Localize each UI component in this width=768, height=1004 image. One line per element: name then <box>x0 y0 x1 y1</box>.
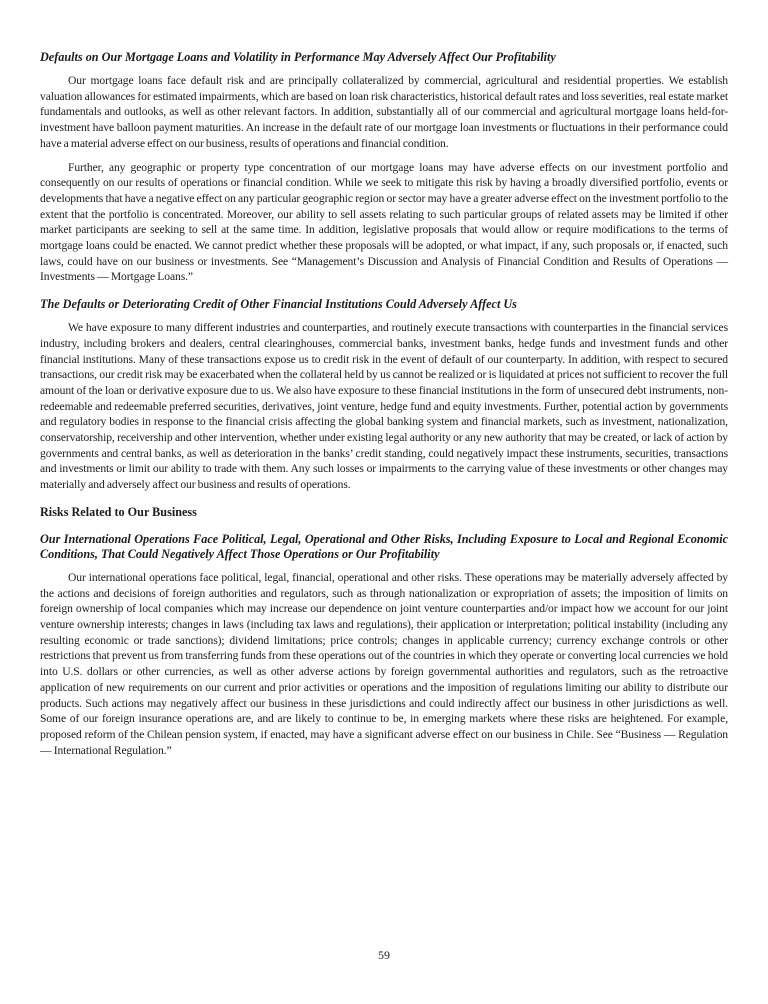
document-page-content <box>40 50 728 766</box>
paragraph-international: Our international operations face political, legal, financial, operational and other risks. These operations may be materially adversely affected by the actions and decisions of foreign authorities and regulators, such as through nationalization or expropriation of assets; the imposition of limits on foreign ownership of local companies which may increase our dependence on joint venture counterparties and/or impact how we account for our joint venture ownership interests; changes in laws (including tax laws and regulations), their application or interpretation; political instability (including any resulting economic or trade sanctions); dividend limitations; price controls; changes in applicable currency; currency exchange controls or other restrictions that prevent us from transferring funds from these operations out of the countries in which they operate or converting local currencies we hold into U.S. dollars or other currencies, as well as other adverse actions by foreign governmental authorities and regulators, such as the retroactive application of new requirements on our current and prior activities or operations and the imposition of regulations limiting our ability to distribute our products. Such actions may negatively affect our business in these jurisdictions and could indirectly affect our business in other jurisdictions as well. Some of our foreign insurance operations are, and are likely to continue to be, in emerging markets where these risks are heightened. For example, proposed reform of the Chilean pension system, if enacted, may have a significant adverse effect on our business in Chile. See “Business — Regulation — International Regulation.” <box>40 570 728 757</box>
heading-mortgage-defaults: Defaults on Our Mortgage Loans and Volatility in Performance May Adversely Affect Our Profitability <box>40 50 556 64</box>
page-number: 59 <box>378 948 390 962</box>
paragraph-mortgage-1: Our mortgage loans face default risk and are principally collateralized by commercial, agricultural and residential properties. We establish valuation allowances for estimated impairments, which are based on loan risk characteristics, historical default rates and loss severities, real estate market fundamentals and outlooks, as well as other relevant factors. In addition, substantially all of our commercial and agricultural mortgage loans held-for-investment have balloon payment maturities. An increase in the default rate of our mortgage loan investments or fluctuations in their performance could have a material adverse effect on our business, results of operations and financial condition. <box>40 74 728 150</box>
paragraph-credit: We have exposure to many different industries and counterparties, and routinely execute transactions with counterparties in the financial services industry, including brokers and dealers, central clearinghouses, commercial banks, investment banks, hedge funds and investment funds and other financial institutions. Many of these transactions expose us to credit risk in the event of default of our counterparty. In addition, with respect to secured transactions, our credit risk may be exacerbated when the collateral held by us cannot be realized or is liquidated at prices not sufficient to recover the full amount of the loan or derivative exposure due to us. We also have exposure to these financial institutions in the form of unsecured debt instruments, non-redeemable and redeemable preferred securities, derivatives, joint venture, hedge fund and equity investments. Further, potential action by governments and regulatory bodies in response to the financial crisis affecting the global banking system and financial markets, such as investment, nationalization, conservatorship, receivership and other intervention, whether under existing legal authority or any new authority that may be created, or lack of action by governments and central banks, as well as deterioration in the banks’ credit standing, could negatively impact these instruments, securities, transactions and investments or limit our ability to trade with them. Any such losses or impairments to the carrying value of these investments or other changes may materially and adversely affect our business and results of operations. <box>40 321 728 492</box>
heading-international-operations: Our International Operations Face Political, Legal, Operational and Other Risks, Including Exposure to Local and Regional Economic Conditions, That Could Negatively Affect Those Operations or Our Profitability <box>40 531 728 561</box>
heading-risks-related-business: Risks Related to Our Business <box>40 504 197 519</box>
paragraph-mortgage-2: Further, any geographic or property type concentration of our mortgage loans may have adverse effects on our investment portfolio and consequently on our results of operations or financial condition. While we seek to mitigate this risk by having a broadly diversified portfolio, events or developments that have a negative effect on any particular geographic region or sector may have a greater adverse effect on the investment portfolio to the extent that the portfolio is concentrated. Moreover, our ability to sell assets relating to such particular groups of related assets may be limited if other market participants are seeking to sell at the same time. In addition, legislative proposals that would allow or require modifications to the terms of mortgage loans could be enacted. We cannot predict whether these proposals will be adopted, or what impact, if any, such proposals or, if enacted, such laws, could have on our business or investments. See “Management’s Discussion and Analysis of Financial Condition and Results of Operations — Investments — Mortgage Loans.” <box>40 160 728 284</box>
heading-credit-of-institutions: The Defaults or Deteriorating Credit of Other Financial Institutions Could Adversely Affect Us <box>40 297 517 312</box>
